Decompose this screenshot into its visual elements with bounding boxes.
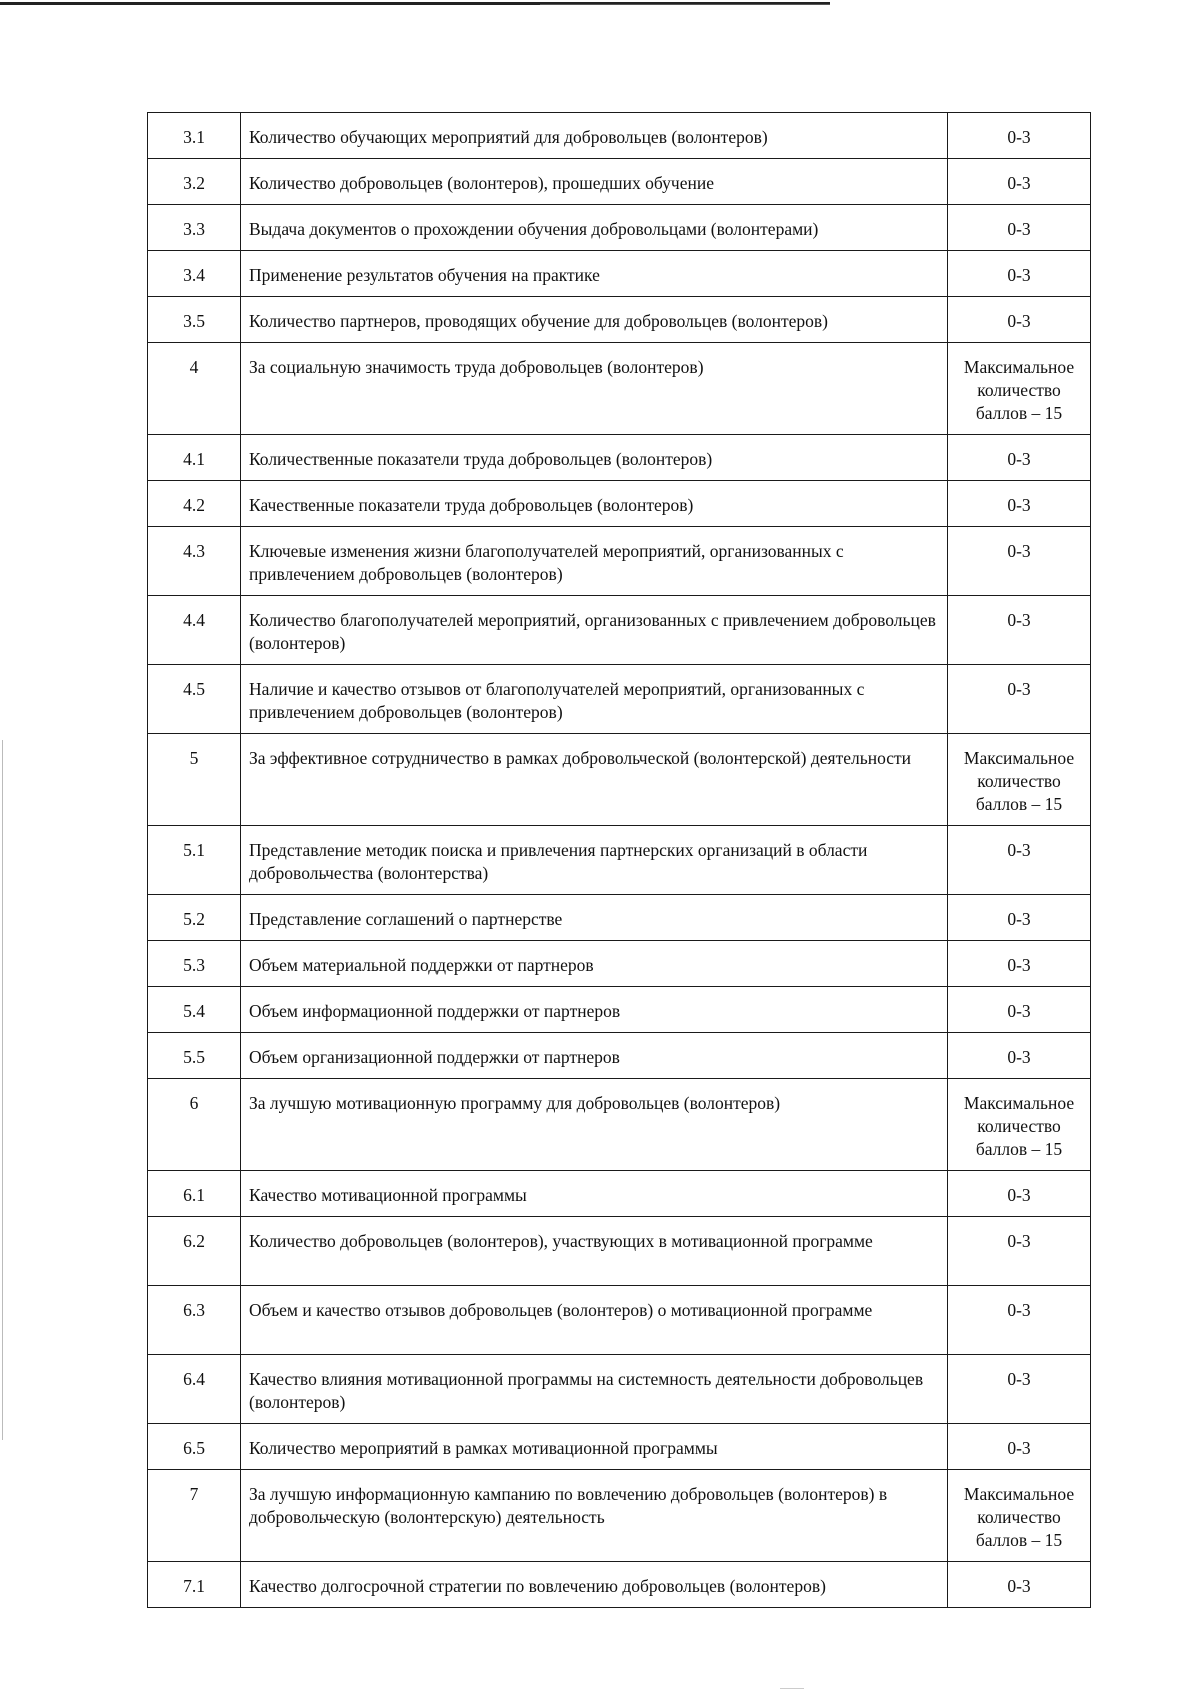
section-number: 5 <box>148 734 241 826</box>
section-max-score: Максимальное количество баллов – 15 <box>948 343 1091 435</box>
row-criterion: Количество обучающих мероприятий для добровольцев (волонтеров) <box>241 113 948 159</box>
section-max-score: Максимальное количество баллов – 15 <box>948 734 1091 826</box>
row-score: 0-3 <box>948 297 1091 343</box>
table-row <box>148 527 1091 596</box>
section-max-score: Максимальное количество баллов – 15 <box>948 1079 1091 1171</box>
table-row <box>148 596 1091 665</box>
criteria-table <box>147 112 1091 1608</box>
row-number: 5.4 <box>148 987 241 1033</box>
row-score: 0-3 <box>948 941 1091 987</box>
row-criterion: Качество долгосрочной стратегии по вовлечению добровольцев (волонтеров) <box>241 1562 948 1608</box>
section-title: За социальную значимость труда добровольцев (волонтеров) <box>241 343 948 435</box>
row-score: 0-3 <box>948 826 1091 895</box>
section-row <box>148 343 1091 435</box>
table-row <box>148 1355 1091 1424</box>
section-row <box>148 734 1091 826</box>
section-number: 6 <box>148 1079 241 1171</box>
row-criterion: Количественные показатели труда добровольцев (волонтеров) <box>241 435 948 481</box>
scan-bottom-mark <box>780 1688 804 1689</box>
row-number: 5.5 <box>148 1033 241 1079</box>
scan-left-edge-mark <box>2 740 3 1440</box>
table-row <box>148 826 1091 895</box>
row-number: 3.5 <box>148 297 241 343</box>
row-number: 3.4 <box>148 251 241 297</box>
table-row <box>148 1562 1091 1608</box>
row-number: 6.3 <box>148 1286 241 1355</box>
row-criterion: Объем материальной поддержки от партнеров <box>241 941 948 987</box>
table-row <box>148 113 1091 159</box>
table-row <box>148 1033 1091 1079</box>
section-row <box>148 1079 1091 1171</box>
row-score: 0-3 <box>948 435 1091 481</box>
row-criterion: Объем организационной поддержки от партнеров <box>241 1033 948 1079</box>
section-title: За лучшую информационную кампанию по вовлечению добровольцев (волонтеров) в добровольческую (волонтерскую) деятельность <box>241 1470 948 1562</box>
row-number: 5.3 <box>148 941 241 987</box>
row-number: 3.2 <box>148 159 241 205</box>
row-score: 0-3 <box>948 665 1091 734</box>
row-number: 6.2 <box>148 1217 241 1286</box>
row-score: 0-3 <box>948 895 1091 941</box>
row-criterion: Объем информационной поддержки от партнеров <box>241 987 948 1033</box>
table-row <box>148 1424 1091 1470</box>
table-row <box>148 159 1091 205</box>
row-number: 4.4 <box>148 596 241 665</box>
row-number: 7.1 <box>148 1562 241 1608</box>
section-row <box>148 1470 1091 1562</box>
row-number: 4.5 <box>148 665 241 734</box>
section-number: 7 <box>148 1470 241 1562</box>
row-score: 0-3 <box>948 987 1091 1033</box>
row-score: 0-3 <box>948 113 1091 159</box>
section-title: За лучшую мотивационную программу для добровольцев (волонтеров) <box>241 1079 948 1171</box>
table-row <box>148 1217 1091 1286</box>
table-row <box>148 987 1091 1033</box>
section-number: 4 <box>148 343 241 435</box>
table-row <box>148 941 1091 987</box>
row-criterion: Качество влияния мотивационной программы на системность деятельности добровольцев (волонтеров) <box>241 1355 948 1424</box>
row-criterion: Представление методик поиска и привлечения партнерских организаций в области добровольчества (волонтерства) <box>241 826 948 895</box>
row-criterion: Качественные показатели труда добровольцев (волонтеров) <box>241 481 948 527</box>
row-score: 0-3 <box>948 1562 1091 1608</box>
row-number: 6.4 <box>148 1355 241 1424</box>
row-criterion: Количество мероприятий в рамках мотивационной программы <box>241 1424 948 1470</box>
table-row <box>148 1171 1091 1217</box>
row-score: 0-3 <box>948 1424 1091 1470</box>
table-row <box>148 251 1091 297</box>
table-row <box>148 435 1091 481</box>
row-criterion: Выдача документов о прохождении обучения добровольцами (волонтерами) <box>241 205 948 251</box>
row-criterion: Количество добровольцев (волонтеров), прошедших обучение <box>241 159 948 205</box>
row-number: 6.5 <box>148 1424 241 1470</box>
row-number: 6.1 <box>148 1171 241 1217</box>
table-row <box>148 481 1091 527</box>
row-number: 3.1 <box>148 113 241 159</box>
row-number: 5.1 <box>148 826 241 895</box>
row-score: 0-3 <box>948 251 1091 297</box>
table-row <box>148 205 1091 251</box>
row-number: 5.2 <box>148 895 241 941</box>
row-score: 0-3 <box>948 481 1091 527</box>
row-criterion: Наличие и качество отзывов от благополучателей мероприятий, организованных с привлечением добровольцев (волонтеров) <box>241 665 948 734</box>
row-criterion: Ключевые изменения жизни благополучателей мероприятий, организованных с привлечением добровольцев (волонтеров) <box>241 527 948 596</box>
row-score: 0-3 <box>948 205 1091 251</box>
row-number: 4.1 <box>148 435 241 481</box>
table-row <box>148 895 1091 941</box>
row-number: 4.3 <box>148 527 241 596</box>
section-max-score: Максимальное количество баллов – 15 <box>948 1470 1091 1562</box>
row-criterion: Количество добровольцев (волонтеров), участвующих в мотивационной программе <box>241 1217 948 1286</box>
row-criterion: Представление соглашений о партнерстве <box>241 895 948 941</box>
row-score: 0-3 <box>948 1286 1091 1355</box>
row-score: 0-3 <box>948 1217 1091 1286</box>
row-number: 3.3 <box>148 205 241 251</box>
scan-top-border-thin <box>540 4 830 5</box>
table-row <box>148 1286 1091 1355</box>
row-score: 0-3 <box>948 1033 1091 1079</box>
table-row <box>148 665 1091 734</box>
row-criterion: Количество благополучателей мероприятий, организованных с привлечением добровольцев (волонтеров) <box>241 596 948 665</box>
row-score: 0-3 <box>948 527 1091 596</box>
row-number: 4.2 <box>148 481 241 527</box>
row-score: 0-3 <box>948 1355 1091 1424</box>
table-row <box>148 297 1091 343</box>
criteria-table-body <box>148 113 1091 1608</box>
row-criterion: Объем и качество отзывов добровольцев (волонтеров) о мотивационной программе <box>241 1286 948 1355</box>
row-criterion: Применение результатов обучения на практике <box>241 251 948 297</box>
row-criterion: Качество мотивационной программы <box>241 1171 948 1217</box>
row-score: 0-3 <box>948 159 1091 205</box>
section-title: За эффективное сотрудничество в рамках добровольческой (волонтерской) деятельности <box>241 734 948 826</box>
row-criterion: Количество партнеров, проводящих обучение для добровольцев (волонтеров) <box>241 297 948 343</box>
row-score: 0-3 <box>948 596 1091 665</box>
row-score: 0-3 <box>948 1171 1091 1217</box>
